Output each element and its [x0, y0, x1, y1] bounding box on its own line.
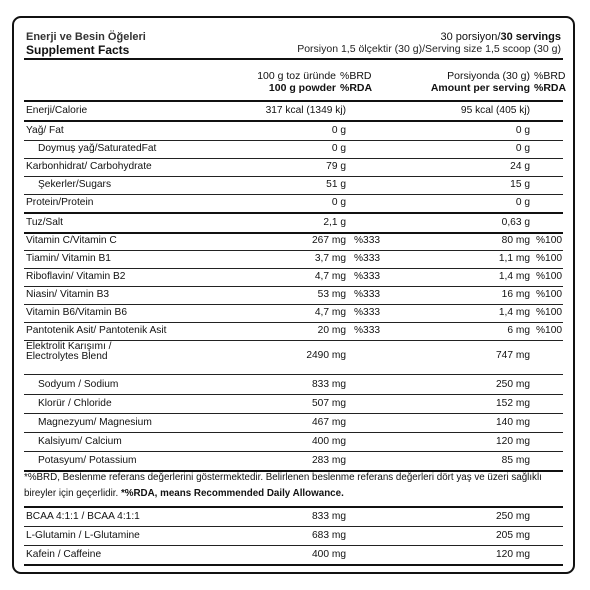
serving-value: 152 mg [496, 398, 530, 409]
serving-value: 120 mg [496, 436, 530, 447]
header-divider [24, 58, 563, 60]
table-row [24, 433, 563, 452]
row-divider [24, 374, 563, 375]
servings-tr: 30 porsiyon/ [440, 31, 501, 43]
title-turkish: Enerji ve Besin Öğeleri [26, 31, 146, 43]
rda1-value: %333 [354, 289, 381, 300]
supplement-facts-panel [12, 16, 575, 574]
serving-value: 16 mg [501, 289, 530, 300]
table-row [24, 286, 563, 305]
table-row [24, 250, 563, 269]
footnote [24, 470, 564, 502]
serving-value: 747 mg [496, 350, 530, 361]
serving-value: 250 mg [496, 379, 530, 390]
rda2-value: %100 [536, 289, 563, 300]
nutrient-label: Riboflavin/ Vitamin B2 [26, 271, 126, 282]
title-english: Supplement Facts [26, 43, 130, 57]
rda1-value: %333 [354, 235, 381, 246]
rda2-value: %100 [536, 271, 563, 282]
serving-value: 0 g [515, 143, 530, 154]
per100-value: 2,1 g [323, 217, 346, 228]
serving-value: 1,1 mg [498, 253, 530, 264]
column-rda1-tr: %BRD [340, 70, 372, 82]
table-row [24, 194, 563, 213]
nutrient-label: Vitamin C/Vitamin C [26, 235, 117, 246]
table-row [24, 122, 563, 141]
rda2-value: %100 [536, 253, 563, 264]
serving-value: 0 g [515, 197, 530, 208]
serving-value: 140 mg [496, 417, 530, 428]
table-row [24, 376, 563, 395]
per100-value: 467 mg [312, 417, 346, 428]
per100-value: 79 g [326, 161, 346, 172]
column-rda2-tr: %BRD [534, 70, 566, 82]
table-row [24, 546, 563, 565]
nutrient-label: Karbonhidrat/ Carbohydrate [26, 161, 152, 172]
column-serving-en: Amount per serving [430, 82, 530, 94]
rda1-value: %333 [354, 253, 381, 264]
per100-value: 2490 mg [306, 350, 346, 361]
servings-count [441, 31, 561, 43]
per100-value: 0 g [331, 143, 346, 154]
rda1-value: %333 [354, 325, 381, 336]
nutrient-label: Sodyum / Sodium [38, 379, 119, 390]
nutrient-label: Kafein / Caffeine [26, 549, 102, 560]
nutrient-label: Doymuş yağ/SaturatedFat [38, 143, 157, 154]
column-rda2-header [534, 70, 568, 94]
per100-value: 683 mg [312, 530, 346, 541]
table-row [24, 395, 563, 414]
per100-value: 267 mg [312, 235, 346, 246]
nutrient-label: Tiamin/ Vitamin B1 [26, 253, 111, 264]
table-row [24, 102, 563, 121]
per100-value: 20 mg [317, 325, 346, 336]
per100-value: 3,7 mg [314, 253, 346, 264]
row-divider [24, 564, 563, 566]
column-serving-header [394, 70, 530, 94]
column-rda1-en: %RDA [340, 82, 373, 94]
serving-value: 95 kcal (405 kj) [460, 105, 530, 116]
nutrient-label: Şekerler/Sugars [38, 179, 112, 190]
serving-value: 205 mg [496, 530, 530, 541]
per100-value: 507 mg [312, 398, 346, 409]
table-row [24, 414, 563, 433]
table-row [24, 232, 563, 251]
per100-value: 53 mg [317, 289, 346, 300]
nutrient-label: Yağ/ Fat [26, 125, 64, 136]
nutrient-label [26, 342, 111, 362]
column-per100-tr: 100 g toz üründe [257, 70, 336, 82]
column-per100-header [198, 70, 336, 94]
serving-value: 24 g [510, 161, 530, 172]
per100-value: 400 mg [312, 549, 346, 560]
per100-value: 833 mg [312, 379, 346, 390]
column-serving-tr: Porsiyonda (30 g) [447, 70, 530, 82]
per100-value: 0 g [331, 125, 346, 136]
servings-en: 30 servings [500, 31, 561, 43]
per100-value: 400 mg [312, 436, 346, 447]
table-row [24, 508, 563, 527]
column-rda1-header [340, 70, 376, 94]
serving-value: 85 mg [501, 455, 530, 466]
serving-value: 80 mg [501, 235, 530, 246]
column-rda2-en: %RDA [534, 82, 567, 94]
table-row-electrolyte-blend [24, 340, 563, 374]
serving-size-tr: Porsiyon 1,5 ölçektir (30 g)/ [297, 43, 425, 55]
nutrient-label: Potasyum/ Potassium [38, 455, 137, 466]
per100-value: 283 mg [312, 455, 346, 466]
per100-value: 833 mg [312, 511, 346, 522]
serving-size [297, 43, 561, 55]
per100-value: 4,7 mg [314, 307, 346, 318]
nutrient-label: Tuz/Salt [26, 217, 63, 228]
nutrient-label: Enerji/Calorie [26, 105, 88, 116]
serving-value: 1,4 mg [498, 307, 530, 318]
per100-value: 4,7 mg [314, 271, 346, 282]
serving-value: 0,63 g [501, 217, 530, 228]
nutrient-label: BCAA 4:1:1 / BCAA 4:1:1 [26, 511, 140, 522]
footnote-en: *%RDA, means Recommended Daily Allowance. [120, 488, 344, 499]
nutrient-label: Kalsiyum/ Calcium [38, 436, 122, 447]
nutrient-label: Protein/Protein [26, 197, 94, 208]
table-row [24, 158, 563, 177]
table-row [24, 214, 563, 233]
column-per100-en: 100 g powder [268, 82, 336, 94]
electrolyte-label-line1: Elektrolit Karışımı / [26, 341, 112, 352]
nutrient-label: Klorür / Chloride [38, 398, 112, 409]
nutrient-label: Niasin/ Vitamin B3 [26, 289, 110, 300]
serving-value: 6 mg [507, 325, 530, 336]
nutrient-label: Magnezyum/ Magnesium [38, 417, 152, 428]
rda2-value: %100 [536, 325, 563, 336]
electrolyte-label-line2: Electrolytes Blend [26, 351, 108, 362]
per100-value: 0 g [331, 197, 346, 208]
table-row [24, 268, 563, 287]
per100-value: 51 g [326, 179, 346, 190]
nutrient-label: Vitamin B6/Vitamin B6 [26, 307, 127, 318]
nutrient-label: Pantotenik Asit/ Pantotenik Asit [26, 325, 167, 336]
serving-value: 0 g [515, 125, 530, 136]
table-row [24, 322, 563, 341]
rda2-value: %100 [536, 235, 563, 246]
table-row [24, 140, 563, 159]
table-row [24, 527, 563, 546]
nutrient-label: L-Glutamin / L-Glutamine [26, 530, 140, 541]
rda2-value: %100 [536, 307, 563, 318]
serving-value: 250 mg [496, 511, 530, 522]
rda1-value: %333 [354, 307, 381, 318]
table-row [24, 452, 563, 471]
footnote-tr: *%BRD, Beslenme referans değerlerini göstermektedir. Belirlenen beslenme referans değerleri dört yaş ve üzeri sağlıklı bireyler için geçerlidir. [24, 472, 542, 499]
serving-value: 120 mg [496, 549, 530, 560]
rda1-value: %333 [354, 271, 381, 282]
table-row [24, 176, 563, 195]
table-row [24, 304, 563, 323]
serving-size-en: Serving size 1,5 scoop (30 g) [425, 43, 561, 55]
serving-value: 15 g [510, 179, 530, 190]
per100-value: 317 kcal (1349 kj) [265, 105, 346, 116]
serving-value: 1,4 mg [498, 271, 530, 282]
